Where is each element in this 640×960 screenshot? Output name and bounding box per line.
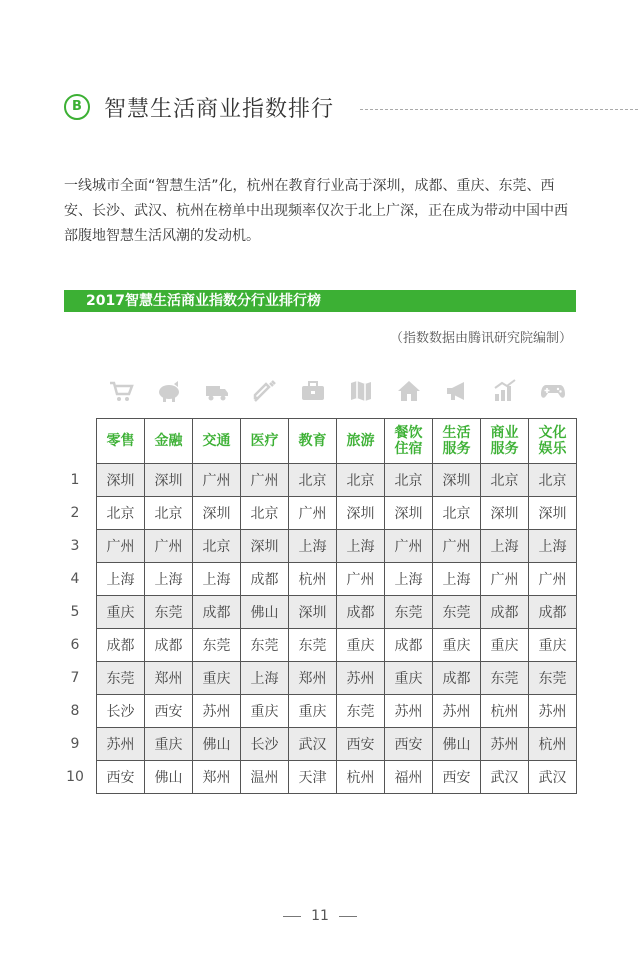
table-cell: 广州 xyxy=(97,530,145,563)
column-header-line: 服务 xyxy=(490,441,519,457)
table-cell: 苏州 xyxy=(193,695,241,728)
column-header xyxy=(241,419,289,464)
table-cell: 佛山 xyxy=(241,596,289,629)
column-header-line: 医疗 xyxy=(250,433,279,449)
table-cell: 西安 xyxy=(385,728,433,761)
table-cell: 成都 xyxy=(145,629,193,662)
table-row xyxy=(97,629,577,662)
table-cell: 东莞 xyxy=(145,596,193,629)
table-cell: 苏州 xyxy=(385,695,433,728)
table-cell: 苏州 xyxy=(481,728,529,761)
column-header xyxy=(481,419,529,464)
footer-dash-left xyxy=(283,916,301,917)
column-header-line: 交通 xyxy=(202,433,231,449)
table-row xyxy=(97,464,577,497)
table-cell: 东莞 xyxy=(433,596,481,629)
table-cell: 上海 xyxy=(433,563,481,596)
table-cell: 广州 xyxy=(241,464,289,497)
category-icons-row xyxy=(96,376,576,406)
table-cell: 广州 xyxy=(529,563,577,596)
column-header-line: 旅游 xyxy=(346,433,375,449)
table-cell: 温州 xyxy=(241,761,289,794)
column-header-line: 零售 xyxy=(106,433,135,449)
table-cell: 北京 xyxy=(481,464,529,497)
table-cell: 东莞 xyxy=(481,662,529,695)
table-cell: 重庆 xyxy=(433,629,481,662)
table-cell: 杭州 xyxy=(529,728,577,761)
table-cell: 成都 xyxy=(241,563,289,596)
ranking-table xyxy=(96,418,577,794)
piggy-bank-icon xyxy=(144,376,193,406)
table-cell: 北京 xyxy=(289,464,337,497)
table-cell: 西安 xyxy=(97,761,145,794)
table-cell: 深圳 xyxy=(145,464,193,497)
table-cell: 深圳 xyxy=(529,497,577,530)
table-cell: 长沙 xyxy=(97,695,145,728)
megaphone-icon xyxy=(432,376,481,406)
table-cell: 重庆 xyxy=(481,629,529,662)
table-cell: 杭州 xyxy=(481,695,529,728)
table-cell: 上海 xyxy=(193,563,241,596)
table-cell: 苏州 xyxy=(337,662,385,695)
table-cell: 东莞 xyxy=(529,662,577,695)
table-cell: 重庆 xyxy=(385,662,433,695)
table-cell: 北京 xyxy=(241,497,289,530)
table-cell: 北京 xyxy=(97,497,145,530)
column-header-line: 餐饮 xyxy=(394,425,423,441)
column-header xyxy=(193,419,241,464)
table-title: 2017智慧生活商业指数分行业排行榜 xyxy=(86,293,321,309)
table-cell: 武汉 xyxy=(289,728,337,761)
column-header-line: 文化 xyxy=(538,425,567,441)
table-cell: 上海 xyxy=(289,530,337,563)
table-header-row xyxy=(97,419,577,464)
table-cell: 广州 xyxy=(289,497,337,530)
column-header-line: 服务 xyxy=(442,441,471,457)
table-cell: 上海 xyxy=(145,563,193,596)
section-badge: B xyxy=(64,94,90,120)
table-cell: 成都 xyxy=(529,596,577,629)
table-cell: 西安 xyxy=(433,761,481,794)
table-cell: 上海 xyxy=(97,563,145,596)
table-row xyxy=(97,695,577,728)
table-cell: 广州 xyxy=(145,530,193,563)
rank-number: 6 xyxy=(70,637,80,653)
table-cell: 重庆 xyxy=(97,596,145,629)
page-footer xyxy=(0,908,640,924)
table-cell: 武汉 xyxy=(529,761,577,794)
column-header xyxy=(385,419,433,464)
rank-number: 9 xyxy=(70,736,80,752)
map-icon xyxy=(336,376,385,406)
column-header xyxy=(289,419,337,464)
table-cell: 东莞 xyxy=(241,629,289,662)
column-header xyxy=(529,419,577,464)
table-cell: 广州 xyxy=(193,464,241,497)
table-cell: 广州 xyxy=(337,563,385,596)
section-header xyxy=(64,92,584,128)
dashed-divider xyxy=(360,109,638,110)
rank-number: 3 xyxy=(70,538,80,554)
table-row xyxy=(97,662,577,695)
table-cell: 杭州 xyxy=(337,761,385,794)
table-cell: 成都 xyxy=(193,596,241,629)
house-icon xyxy=(384,376,433,406)
table-cell: 佛山 xyxy=(193,728,241,761)
rank-number: 7 xyxy=(70,670,80,686)
column-header-line: 住宿 xyxy=(394,441,423,457)
table-cell: 重庆 xyxy=(337,629,385,662)
table-body xyxy=(97,464,577,794)
table-cell: 深圳 xyxy=(193,497,241,530)
table-cell: 北京 xyxy=(385,464,433,497)
rank-number: 5 xyxy=(70,604,80,620)
rank-number: 10 xyxy=(66,769,84,785)
table-row xyxy=(97,563,577,596)
gamepad-icon xyxy=(528,376,577,406)
rank-number: 1 xyxy=(70,472,80,488)
table-cell: 佛山 xyxy=(433,728,481,761)
table-cell: 深圳 xyxy=(337,497,385,530)
table-cell: 成都 xyxy=(385,629,433,662)
table-cell: 上海 xyxy=(481,530,529,563)
table-cell: 杭州 xyxy=(289,563,337,596)
syringe-icon xyxy=(240,376,289,406)
table-cell: 深圳 xyxy=(289,596,337,629)
table-cell: 重庆 xyxy=(145,728,193,761)
table-cell: 长沙 xyxy=(241,728,289,761)
table-banner xyxy=(64,290,576,312)
table-cell: 重庆 xyxy=(241,695,289,728)
column-header-line: 生活 xyxy=(442,425,471,441)
table-row xyxy=(97,530,577,563)
column-header xyxy=(145,419,193,464)
truck-icon xyxy=(192,376,241,406)
table-cell: 深圳 xyxy=(97,464,145,497)
table-cell: 深圳 xyxy=(481,497,529,530)
footer-dash-right xyxy=(339,916,357,917)
table-cell: 重庆 xyxy=(193,662,241,695)
table-cell: 北京 xyxy=(433,497,481,530)
table-cell: 广州 xyxy=(433,530,481,563)
table-cell: 重庆 xyxy=(289,695,337,728)
table-cell: 深圳 xyxy=(385,497,433,530)
table-cell: 重庆 xyxy=(529,629,577,662)
table-cell: 郑州 xyxy=(193,761,241,794)
table-cell: 广州 xyxy=(481,563,529,596)
table-cell: 成都 xyxy=(481,596,529,629)
table-cell: 上海 xyxy=(337,530,385,563)
table-cell: 上海 xyxy=(385,563,433,596)
table-cell: 苏州 xyxy=(97,728,145,761)
table-cell: 成都 xyxy=(433,662,481,695)
table-cell: 东莞 xyxy=(289,629,337,662)
table-cell: 武汉 xyxy=(481,761,529,794)
cart-icon xyxy=(96,376,145,406)
table-cell: 深圳 xyxy=(433,464,481,497)
table-cell: 佛山 xyxy=(145,761,193,794)
table-row xyxy=(97,728,577,761)
table-cell: 北京 xyxy=(337,464,385,497)
table-row xyxy=(97,596,577,629)
table-cell: 北京 xyxy=(145,497,193,530)
table-cell: 东莞 xyxy=(193,629,241,662)
column-header-line: 教育 xyxy=(298,433,327,449)
column-header-line: 金融 xyxy=(154,433,183,449)
column-header xyxy=(337,419,385,464)
table-cell: 苏州 xyxy=(433,695,481,728)
source-note: （指数数据由腾讯研究院编制） xyxy=(389,331,572,346)
table-cell: 北京 xyxy=(193,530,241,563)
column-header-line: 商业 xyxy=(490,425,519,441)
briefcase-icon xyxy=(288,376,337,406)
table-cell: 广州 xyxy=(385,530,433,563)
table-cell: 西安 xyxy=(145,695,193,728)
column-header xyxy=(433,419,481,464)
rank-number: 8 xyxy=(70,703,80,719)
intro-paragraph: 一线城市全面“智慧生活”化，杭州在教育行业高于深圳，成都、重庆、东莞、西安、长沙、武汉、杭州在榜单中出现频率仅次于北上广深，正在成为带动中国中西部腹地智慧生活风潮的发动机。 xyxy=(64,178,568,244)
table-cell: 西安 xyxy=(337,728,385,761)
table-cell: 上海 xyxy=(241,662,289,695)
table-cell: 北京 xyxy=(529,464,577,497)
table-row xyxy=(97,761,577,794)
table-cell: 福州 xyxy=(385,761,433,794)
table-cell: 东莞 xyxy=(337,695,385,728)
column-header xyxy=(97,419,145,464)
table-cell: 郑州 xyxy=(289,662,337,695)
table-cell: 郑州 xyxy=(145,662,193,695)
table-cell: 成都 xyxy=(337,596,385,629)
table-cell: 苏州 xyxy=(529,695,577,728)
table-cell: 成都 xyxy=(97,629,145,662)
table-cell: 东莞 xyxy=(385,596,433,629)
rank-number: 4 xyxy=(70,571,80,587)
section-title: 智慧生活商业指数排行 xyxy=(104,97,335,122)
bar-chart-icon xyxy=(480,376,529,406)
page-number: 11 xyxy=(311,908,329,924)
rank-number: 2 xyxy=(70,505,80,521)
table-cell: 上海 xyxy=(529,530,577,563)
table-cell: 深圳 xyxy=(241,530,289,563)
table-cell: 东莞 xyxy=(97,662,145,695)
table-row xyxy=(97,497,577,530)
table-cell: 天津 xyxy=(289,761,337,794)
column-header-line: 娱乐 xyxy=(538,441,567,457)
